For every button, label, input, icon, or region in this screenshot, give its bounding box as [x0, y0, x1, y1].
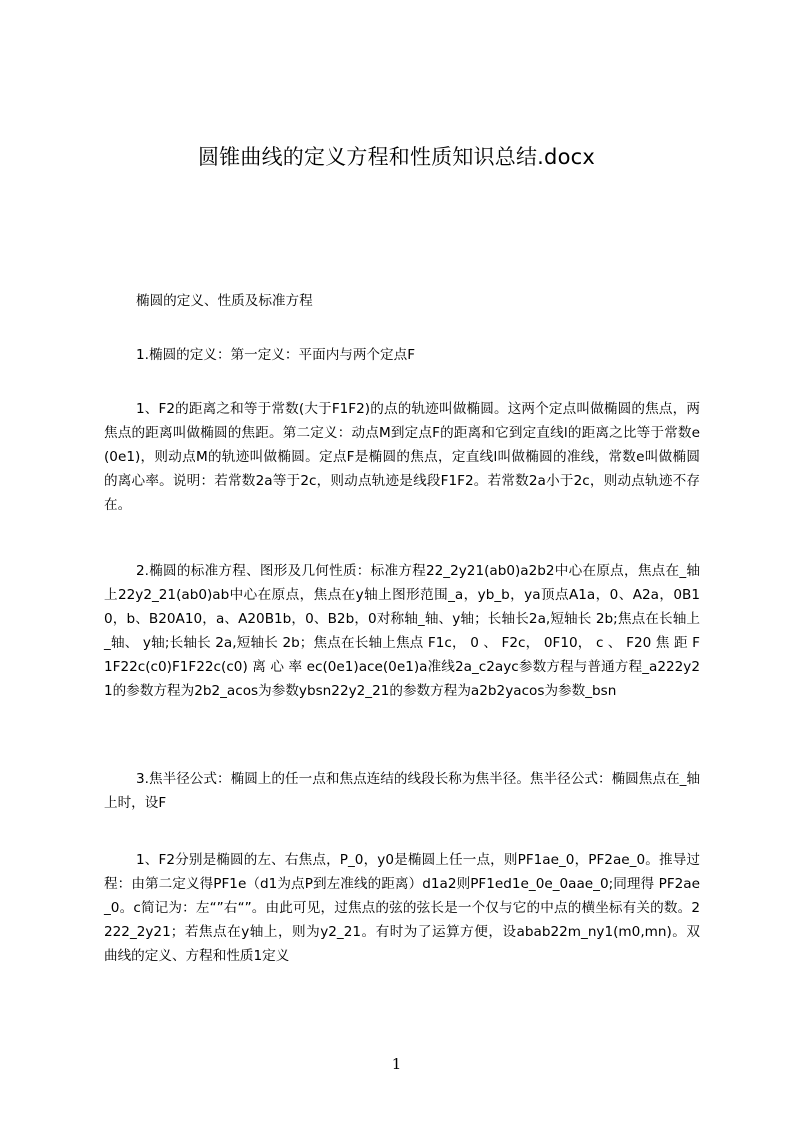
paragraph-focal-radius-derivation: 1、F2分别是椭圆的左、右焦点，P_0，y0是椭圆上任一点，则PF1ae_0，PF2ae_0。推导过程：由第二定义得PF1e（d1为点P到左准线的距离）d1a2则PF1ed1e_0e_0aae_0;同理得 PF2ae_0。c简记为：左“”右“”。由此可见，过焦点的弦的弦长是一个仅与它的中点的横坐标有关的数。2222_2y21；若焦点在y轴上，则为y2_21。有时为了运算方便，设abab22m_ny1(m0,mn)。双曲线的定义、方程和性质1定义 [104, 852, 700, 964]
section-heading-ellipse: 椭圆的定义、性质及标准方程 [136, 293, 313, 309]
paragraph-focal-radius: 3.焦半径公式：椭圆上的任一点和焦点连结的线段长称为焦半径。焦半径公式：椭圆焦点在_轴上时，设F [104, 771, 700, 811]
paragraph-definition-detail: 1、F2的距离之和等于常数(大于F1F2)的点的轨迹叫做椭圆。这两个定点叫做椭圆的焦点，两焦点的距离叫做椭圆的焦距。第二定义：动点M到定点F的距离和它到定直线l的距离之比等于常数e(0e1)，则动点M的轨迹叫做椭圆。定点F是椭圆的焦点，定直线l叫做椭圆的准线，常数e叫做椭圆的离心率。说明：若常数2a等于2c，则动点轨迹是线段F1F2。若常数2a小于2c，则动点轨迹不存在。 [104, 401, 700, 513]
document-title: 圆锥曲线的定义方程和性质知识总结.docx [197, 145, 596, 169]
paragraph-ellipse-definition: 1.椭圆的定义：第一定义：平面内与两个定点F [136, 347, 416, 363]
page-number: 1 [391, 1055, 402, 1073]
paragraph-standard-equation: 2.椭圆的标准方程、图形及几何性质：标准方程22_2y21(ab0)a2b2中心在原点，焦点在_轴上22y2_21(ab0)ab中心在原点，焦点在y轴上图形范围_a，yb_b，ya顶点A1a，0、A2a，0B10，b、B20A10，a、A20B1b，0、B2b，0对称轴_轴、y轴；长轴长2a,短轴长 2b;焦点在长轴上_轴、 y轴;长轴长 2a,短轴长 2b；焦点在长轴上焦点 F1c， 0 、 F2c， 0F10， c 、 F20 焦 距 F1F22c(c0)F1F22c(c0) 离 心 率 ec(0e1)ace(0e1)a准线2a_c2ayc参数方程与普通方程_a222y21的参数方程为2b2_acos为参数ybsn22y2_21的参数方程为a2b2yacos为参数_bsn [104, 563, 700, 699]
